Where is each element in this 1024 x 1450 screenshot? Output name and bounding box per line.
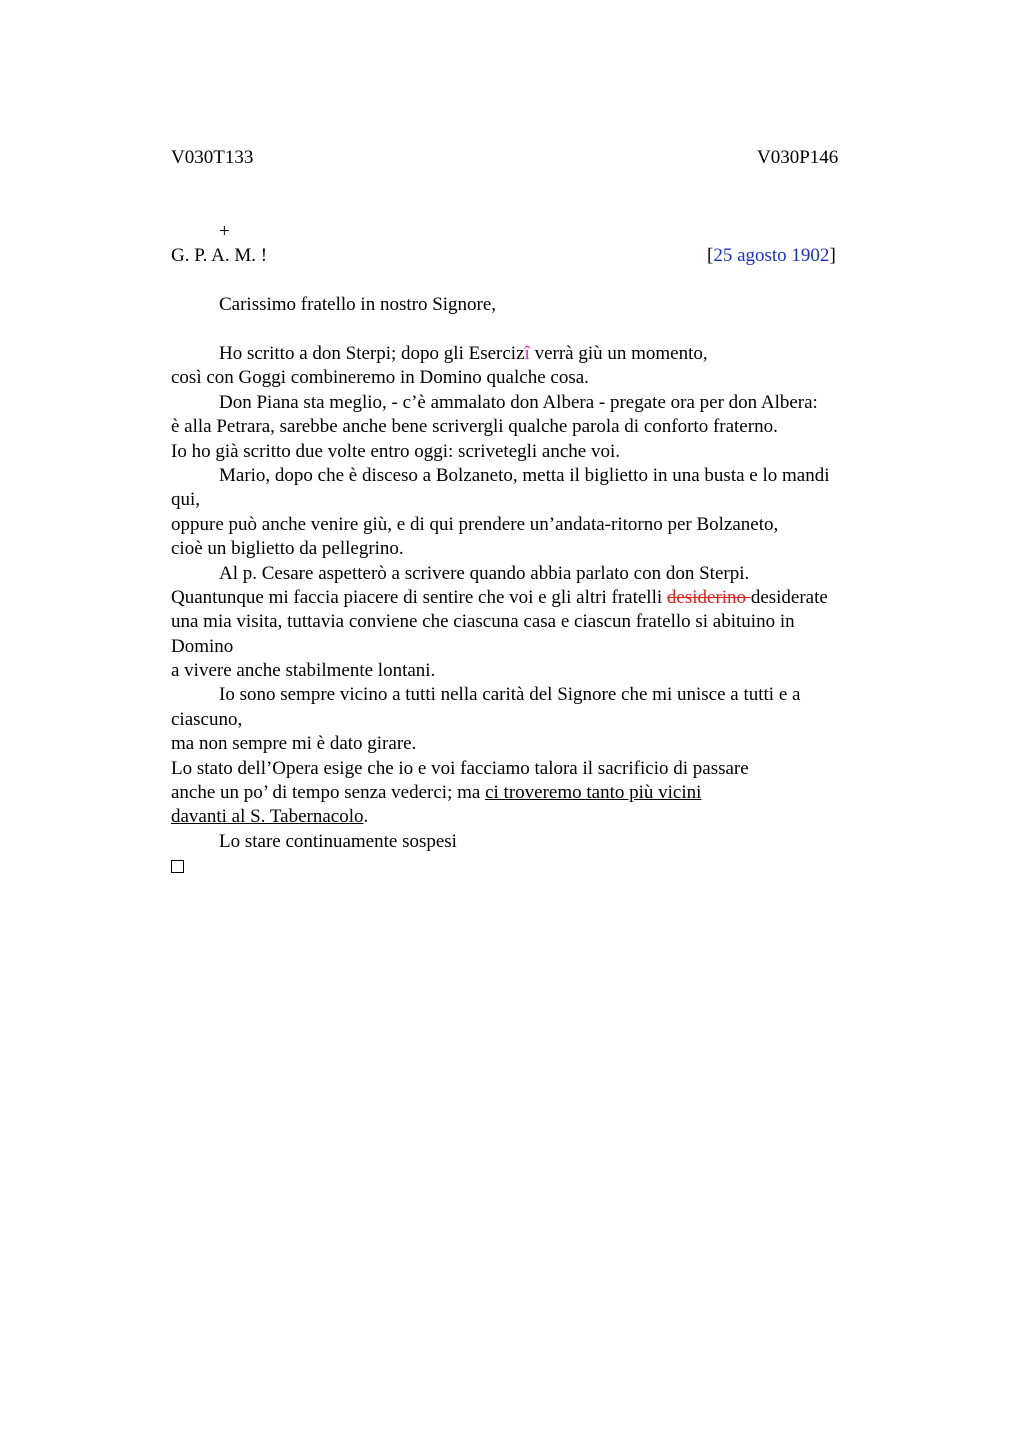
end-mark-line [171, 854, 891, 878]
body-line [171, 586, 891, 610]
body-line: una mia visita, tuttavia conviene che ciascuna casa e ciascun fratello si abituino in [171, 611, 795, 633]
body-line [171, 805, 891, 829]
letter-body [171, 342, 891, 879]
invocation: G. P. A. M. ! [171, 245, 268, 266]
header-right-code: V030P146 [757, 147, 839, 168]
body-line: qui, [171, 489, 201, 511]
body-line: ma non sempre mi è dato girare. [171, 733, 417, 755]
body-line: Io sono sempre vicino a tutti nella carità del Signore che mi unisce a tutti e a [219, 684, 801, 706]
body-line: cioè un biglietto da pellegrino. [171, 538, 404, 560]
body-line: Lo stato dell’Opera esige che io e voi facciamo talora il sacrificio di passare [171, 757, 749, 779]
text-segment: desiderate [750, 586, 828, 608]
body-line: Io ho già scritto due volte entro oggi: scrivetegli anche voi. [171, 440, 621, 462]
body-line: ciascuno, [171, 708, 243, 730]
body-line: Domino [171, 635, 234, 657]
text-segment: anche un po’ di tempo senza vederci; ma [171, 782, 486, 804]
text-segment: . [363, 806, 369, 828]
letter-date [707, 244, 836, 268]
body-line: così con Goggi combineremo in Domino qualche cosa. [171, 367, 589, 389]
body-line: è alla Petrara, sarebbe anche bene scrivergli qualche parola di conforto fraterno. [171, 416, 778, 438]
body-line: Don Piana sta meglio, - c’è ammalato don Albera - pregate ora per don Albera: [219, 391, 818, 413]
body-line: Al p. Cesare aspetterò a scrivere quando abbia parlato con don Sterpi. [219, 562, 750, 584]
body-line [171, 342, 891, 366]
date-close-bracket: ] [829, 245, 836, 266]
struck-word: desiderino [666, 586, 751, 608]
text-segment: Ho scritto a don Sterpi; dopo gli Eserciz [219, 343, 525, 364]
body-line: Mario, dopo che è disceso a Bolzaneto, metta il biglietto in una busta e lo mandi [219, 464, 830, 486]
underlined-text: ci troveremo tanto più vicini [485, 782, 702, 804]
text-segment: verrà giù un momento, [529, 343, 708, 364]
body-line: a vivere anche stabilmente lontani. [171, 660, 436, 682]
date-text: 25 agosto 1902 [713, 245, 830, 266]
diacritic-mark: î [524, 343, 530, 364]
date-open-bracket: [ [707, 245, 714, 266]
body-line: oppure può anche venire giù, e di qui prendere un’andata-ritorno per Bolzaneto, [171, 513, 779, 535]
header-left-code: V030T133 [171, 147, 254, 168]
underlined-text: davanti al S. Tabernacolo [171, 806, 364, 828]
cross-symbol: + [219, 221, 230, 242]
salutation: Carissimo fratello in nostro Signore, [219, 294, 497, 315]
body-line: Lo stare continuamente sospesi [219, 830, 457, 852]
square-icon [171, 860, 184, 873]
text-segment: Quantunque mi faccia piacere di sentire che voi e gli altri fratelli [171, 586, 667, 608]
body-line [171, 781, 891, 805]
